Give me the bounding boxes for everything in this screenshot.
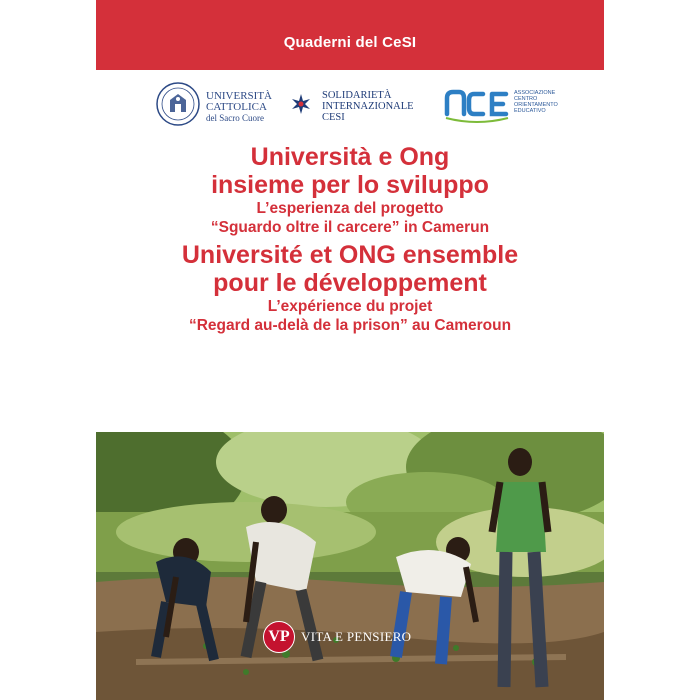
cesi-line-3: CESI bbox=[322, 112, 345, 123]
ace-name bbox=[514, 90, 574, 114]
ucsc-logo bbox=[154, 80, 272, 130]
title-block bbox=[96, 143, 604, 335]
subtitle-it-line-1: L’esperienza del progetto bbox=[256, 200, 444, 217]
ucsc-line-3: del Sacro Cuore bbox=[206, 113, 264, 123]
cesi-line-2: INTERNAZIONALE bbox=[322, 101, 414, 112]
series-band bbox=[96, 0, 604, 70]
logo-row bbox=[96, 80, 604, 130]
title-it-line-1: Università e Ong bbox=[250, 143, 450, 171]
title-french bbox=[96, 241, 604, 335]
cesi-name bbox=[322, 90, 432, 123]
ace-wordmark-icon bbox=[442, 80, 512, 130]
cesi-line-1: SOLIDARIETÀ bbox=[322, 90, 392, 101]
cover-photo bbox=[96, 432, 604, 700]
ace-line-3: ORIENTAMENTO bbox=[514, 102, 558, 108]
subtitle-fr-line-2: “Regard au-delà de la prison” au Cameroun bbox=[188, 317, 512, 334]
vp-badge-icon: VP bbox=[263, 621, 295, 653]
cesi-logo bbox=[286, 80, 414, 130]
cesi-star-icon bbox=[286, 80, 316, 130]
ucsc-name bbox=[206, 91, 276, 123]
ace-line-2: CENTRO bbox=[514, 96, 538, 102]
publisher-name: VITA E PENSIERO bbox=[301, 629, 412, 644]
title-italian bbox=[96, 143, 604, 237]
ucsc-line-2: CATTOLICA bbox=[206, 101, 267, 113]
book-cover bbox=[96, 0, 604, 700]
ucsc-line-1: UNIVERSITÀ bbox=[206, 90, 272, 102]
ucsc-seal-icon bbox=[154, 80, 202, 130]
series-title: Quaderni del CeSI bbox=[283, 34, 417, 51]
ace-line-1: ASSOCIAZIONE bbox=[514, 90, 556, 96]
title-fr-line-2: pour le développement bbox=[213, 269, 487, 297]
subtitle-fr-line-1: L’expérience du projet bbox=[267, 298, 433, 315]
ace-logo bbox=[442, 80, 558, 130]
field-work-illustration bbox=[96, 432, 604, 700]
title-fr-line-1: Université et ONG ensemble bbox=[181, 241, 519, 269]
title-it-line-2: insieme per lo sviluppo bbox=[211, 171, 489, 199]
ace-line-4: EDUCATIVO bbox=[514, 108, 546, 114]
subtitle-it-line-2: “Sguardo oltre il carcere” in Camerun bbox=[210, 219, 490, 236]
publisher-logo bbox=[263, 620, 411, 654]
